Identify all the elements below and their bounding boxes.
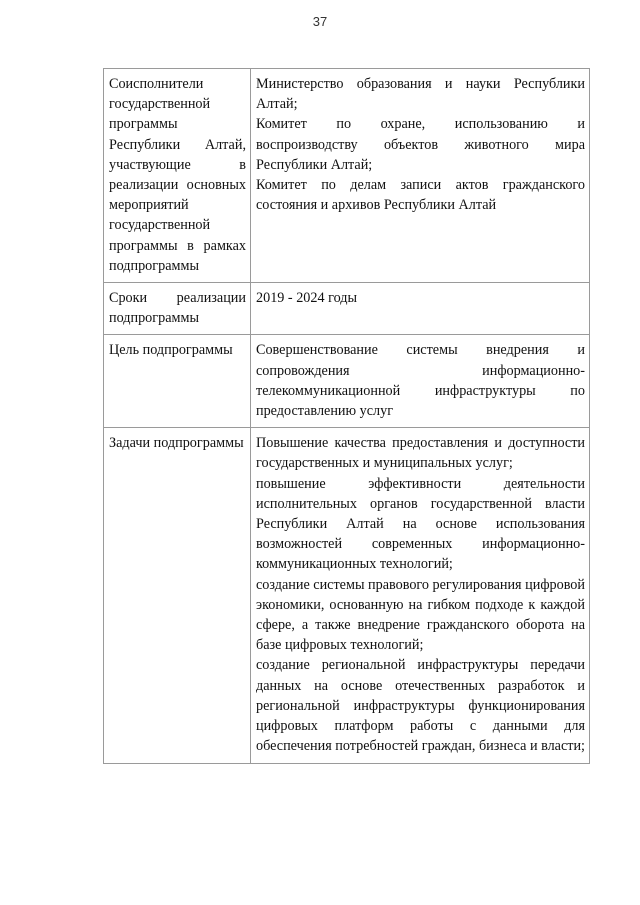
passport-table: [103, 68, 590, 764]
value-paragraph: повышение эффективности деятельности исполнительных органов государственной власти Республики Алтай на основе использования возможностей современных информационно-коммуникационных технологий;: [256, 475, 585, 573]
table-row: [104, 69, 590, 283]
value-paragraph: Комитет по делам записи актов гражданского состояния и архивов Республики Алтай: [256, 177, 585, 214]
table-row: [104, 283, 590, 335]
row-value: [251, 428, 590, 763]
value-paragraph: создание системы правового регулирования цифровой экономики, основанную на гибком подходе к каждой сфере, а также внедрение гражданского оборота на базе цифровых технологий;: [256, 576, 585, 654]
row-label: Задачи подпрограммы: [104, 428, 251, 763]
value-paragraph: 2019 - 2024 годы: [256, 290, 358, 307]
row-label: Соисполнители государственной программы Республики Алтай, участвующие в реализации основных мероприятий государственной программы в рамках подпрограммы: [104, 69, 251, 283]
value-paragraph: Комитет по охране, использованию и воспроизводству объектов животного мира Республики Алтай;: [256, 116, 585, 173]
table-row: [104, 335, 590, 428]
value-paragraph: Министерство образования и науки Республики Алтай;: [256, 76, 585, 113]
row-value: [251, 69, 590, 283]
page-number: 37: [312, 14, 328, 29]
value-paragraph: Совершенствование системы внедрения и сопровождения информационно-телекоммуникационной инфраструктуры по предоставлению услуг: [256, 342, 585, 420]
row-label: Цель подпрограммы: [104, 335, 251, 428]
value-paragraph: Повышение качества предоставления и доступности государственных и муниципальных услуг;: [256, 435, 585, 472]
value-paragraph: создание региональной инфраструктуры передачи данных на основе отечественных разработок и региональной инфраструктуры функционирования цифровых платформ работы с данными для обеспечения потребностей граждан, бизнеса и власти;: [256, 657, 586, 755]
table-row: [104, 428, 590, 763]
row-value: [251, 283, 590, 335]
row-label: Сроки реализации подпрограммы: [104, 283, 251, 335]
row-value: [251, 335, 590, 428]
